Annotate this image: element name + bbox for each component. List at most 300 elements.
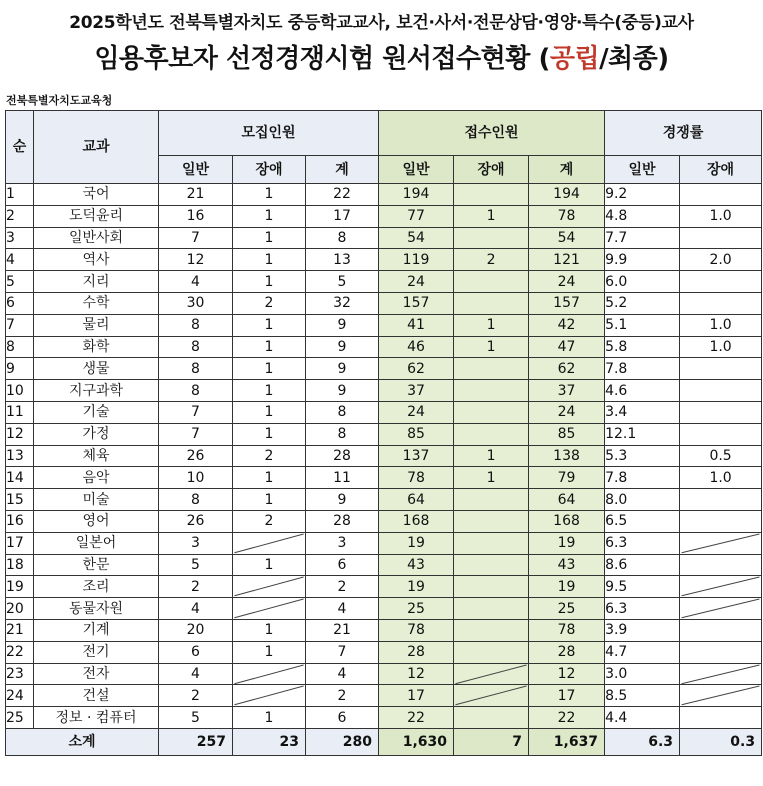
row-recruit-disabled-na-slash	[233, 663, 306, 685]
row-received-general: 19	[379, 576, 454, 598]
row-received-total: 28	[529, 641, 605, 663]
row-ratio-disabled	[680, 707, 762, 729]
row-subject: 정보 · 컴퓨터	[34, 707, 159, 729]
title-line-2	[0, 38, 763, 75]
row-recruit-total: 2	[306, 685, 379, 707]
row-no: 6	[6, 292, 34, 314]
row-subject: 건설	[34, 685, 159, 707]
row-recruit-general: 7	[159, 401, 233, 423]
row-recruit-disabled: 1	[233, 336, 306, 358]
row-recruit-total: 13	[306, 249, 379, 271]
row-recruit-total: 4	[306, 598, 379, 620]
row-received-total: 25	[529, 598, 605, 620]
summary-ratio-general: 6.3	[605, 728, 680, 755]
row-received-disabled	[454, 707, 529, 729]
row-received-disabled	[454, 292, 529, 314]
row-recruit-total: 28	[306, 445, 379, 467]
row-ratio-disabled	[680, 380, 762, 402]
row-ratio-disabled-na-slash	[680, 532, 762, 554]
row-subject: 수학	[34, 292, 159, 314]
row-ratio-disabled-na-slash	[680, 663, 762, 685]
table-row	[6, 358, 762, 380]
row-received-general: 78	[379, 467, 454, 489]
row-received-general: 194	[379, 184, 454, 206]
row-ratio-general: 4.7	[605, 641, 680, 663]
table-row	[6, 249, 762, 271]
row-received-total: 168	[529, 510, 605, 532]
row-ratio-disabled-na-slash	[680, 685, 762, 707]
row-received-total: 54	[529, 227, 605, 249]
row-received-general: 24	[379, 271, 454, 293]
row-received-disabled	[454, 401, 529, 423]
table-row	[6, 292, 762, 314]
title-line-1: 2025학년도 전북특별자치도 중등학교교사, 보건·사서·전문상담·영양·특수(중등)교사	[69, 13, 694, 33]
row-received-total: 43	[529, 554, 605, 576]
row-received-general: 22	[379, 707, 454, 729]
row-ratio-disabled	[680, 619, 762, 641]
table-row	[6, 380, 762, 402]
row-no: 1	[6, 184, 34, 206]
header-ratio: 경쟁률	[605, 111, 762, 156]
row-received-total: 62	[529, 358, 605, 380]
row-recruit-general: 2	[159, 685, 233, 707]
row-received-disabled	[454, 510, 529, 532]
row-recruit-total: 9	[306, 336, 379, 358]
summary-received-general: 1,630	[379, 728, 454, 755]
table-row	[6, 184, 762, 206]
row-recruit-general: 6	[159, 641, 233, 663]
row-recruit-disabled: 1	[233, 380, 306, 402]
row-received-general: 168	[379, 510, 454, 532]
title-line-2-end: /최종)	[599, 44, 669, 74]
table-row	[6, 619, 762, 641]
row-ratio-disabled: 0.5	[680, 445, 762, 467]
row-received-disabled	[454, 598, 529, 620]
row-received-total: 78	[529, 619, 605, 641]
row-received-total: 24	[529, 401, 605, 423]
row-received-total: 194	[529, 184, 605, 206]
row-subject: 화학	[34, 336, 159, 358]
application-status-table	[5, 110, 762, 756]
row-subject: 체육	[34, 445, 159, 467]
table-row	[6, 598, 762, 620]
row-received-general: 78	[379, 619, 454, 641]
row-ratio-disabled	[680, 227, 762, 249]
row-no: 21	[6, 619, 34, 641]
row-no: 11	[6, 401, 34, 423]
row-recruit-disabled: 1	[233, 249, 306, 271]
row-recruit-general: 3	[159, 532, 233, 554]
row-received-total: 42	[529, 314, 605, 336]
row-subject: 생물	[34, 358, 159, 380]
row-received-total: 19	[529, 576, 605, 598]
row-received-total: 79	[529, 467, 605, 489]
table-row	[6, 271, 762, 293]
table-row	[6, 205, 762, 227]
row-recruit-disabled: 2	[233, 510, 306, 532]
row-no: 7	[6, 314, 34, 336]
header-recruit-disabled: 장애	[233, 156, 306, 184]
row-ratio-general: 7.8	[605, 467, 680, 489]
row-recruit-disabled: 1	[233, 271, 306, 293]
row-recruit-general: 20	[159, 619, 233, 641]
row-recruit-total: 5	[306, 271, 379, 293]
row-ratio-general: 6.5	[605, 510, 680, 532]
row-ratio-disabled	[680, 292, 762, 314]
table-row	[6, 401, 762, 423]
row-received-total: 138	[529, 445, 605, 467]
row-no: 2	[6, 205, 34, 227]
row-recruit-total: 8	[306, 401, 379, 423]
row-received-disabled	[454, 489, 529, 511]
row-recruit-general: 26	[159, 510, 233, 532]
row-received-general: 12	[379, 663, 454, 685]
header-received-disabled: 장애	[454, 156, 529, 184]
row-subject: 기술	[34, 401, 159, 423]
row-received-general: 46	[379, 336, 454, 358]
row-ratio-disabled: 2.0	[680, 249, 762, 271]
row-recruit-disabled: 1	[233, 205, 306, 227]
row-received-total: 64	[529, 489, 605, 511]
table-row	[6, 227, 762, 249]
row-ratio-general: 4.6	[605, 380, 680, 402]
row-ratio-disabled	[680, 510, 762, 532]
row-recruit-total: 9	[306, 489, 379, 511]
row-recruit-disabled: 1	[233, 227, 306, 249]
row-received-general: 64	[379, 489, 454, 511]
row-recruit-total: 8	[306, 227, 379, 249]
row-recruit-disabled: 1	[233, 489, 306, 511]
row-recruit-general: 8	[159, 358, 233, 380]
row-ratio-disabled	[680, 184, 762, 206]
row-recruit-general: 8	[159, 380, 233, 402]
row-ratio-disabled-na-slash	[680, 576, 762, 598]
row-subject: 기계	[34, 619, 159, 641]
row-recruit-general: 30	[159, 292, 233, 314]
row-ratio-general: 9.5	[605, 576, 680, 598]
row-received-disabled: 1	[454, 445, 529, 467]
row-no: 12	[6, 423, 34, 445]
row-no: 17	[6, 532, 34, 554]
row-subject: 한문	[34, 554, 159, 576]
row-recruit-general: 10	[159, 467, 233, 489]
row-recruit-general: 26	[159, 445, 233, 467]
row-no: 8	[6, 336, 34, 358]
row-recruit-total: 8	[306, 423, 379, 445]
row-ratio-general: 7.7	[605, 227, 680, 249]
row-subject: 지구과학	[34, 380, 159, 402]
row-received-general: 54	[379, 227, 454, 249]
row-recruit-total: 9	[306, 380, 379, 402]
row-recruit-total: 17	[306, 205, 379, 227]
table-row	[6, 423, 762, 445]
row-ratio-disabled	[680, 423, 762, 445]
row-recruit-total: 9	[306, 358, 379, 380]
row-received-disabled	[454, 423, 529, 445]
row-no: 18	[6, 554, 34, 576]
row-subject: 도덕윤리	[34, 205, 159, 227]
row-recruit-disabled-na-slash	[233, 532, 306, 554]
row-no: 3	[6, 227, 34, 249]
row-no: 23	[6, 663, 34, 685]
row-recruit-general: 7	[159, 423, 233, 445]
row-received-total: 47	[529, 336, 605, 358]
row-received-disabled	[454, 380, 529, 402]
row-received-total: 17	[529, 685, 605, 707]
row-no: 13	[6, 445, 34, 467]
row-subject: 동물자원	[34, 598, 159, 620]
row-recruit-disabled: 1	[233, 423, 306, 445]
row-no: 10	[6, 380, 34, 402]
row-recruit-disabled: 2	[233, 292, 306, 314]
row-ratio-general: 8.0	[605, 489, 680, 511]
row-ratio-general: 5.2	[605, 292, 680, 314]
row-received-general: 137	[379, 445, 454, 467]
row-recruit-total: 4	[306, 663, 379, 685]
table-row	[6, 467, 762, 489]
row-received-total: 19	[529, 532, 605, 554]
row-subject: 물리	[34, 314, 159, 336]
row-recruit-total: 6	[306, 707, 379, 729]
table-row	[6, 532, 762, 554]
row-recruit-disabled: 1	[233, 184, 306, 206]
row-ratio-disabled-na-slash	[680, 598, 762, 620]
row-recruit-general: 8	[159, 314, 233, 336]
row-no: 19	[6, 576, 34, 598]
row-recruit-general: 16	[159, 205, 233, 227]
summary-label: 소계	[6, 728, 159, 755]
summary-ratio-disabled: 0.3	[680, 728, 762, 755]
row-received-disabled	[454, 184, 529, 206]
row-ratio-disabled: 1.0	[680, 205, 762, 227]
row-recruit-general: 4	[159, 271, 233, 293]
row-received-total: 37	[529, 380, 605, 402]
row-received-total: 157	[529, 292, 605, 314]
row-ratio-general: 6.3	[605, 532, 680, 554]
header-no: 순	[6, 111, 34, 184]
row-no: 14	[6, 467, 34, 489]
row-ratio-disabled	[680, 554, 762, 576]
row-subject: 미술	[34, 489, 159, 511]
row-ratio-general: 3.0	[605, 663, 680, 685]
header-recruit: 모집인원	[159, 111, 379, 156]
row-recruit-disabled-na-slash	[233, 576, 306, 598]
row-received-disabled	[454, 532, 529, 554]
header-received: 접수인원	[379, 111, 605, 156]
row-no: 9	[6, 358, 34, 380]
row-ratio-disabled	[680, 401, 762, 423]
row-recruit-disabled: 1	[233, 554, 306, 576]
row-received-disabled	[454, 554, 529, 576]
summary-recruit-disabled: 23	[233, 728, 306, 755]
row-received-general: 43	[379, 554, 454, 576]
row-no: 24	[6, 685, 34, 707]
row-ratio-general: 7.8	[605, 358, 680, 380]
row-ratio-general: 12.1	[605, 423, 680, 445]
table-row	[6, 576, 762, 598]
row-recruit-disabled: 2	[233, 445, 306, 467]
row-recruit-disabled: 1	[233, 401, 306, 423]
row-ratio-disabled: 1.0	[680, 314, 762, 336]
row-no: 4	[6, 249, 34, 271]
row-received-disabled: 2	[454, 249, 529, 271]
row-ratio-general: 8.6	[605, 554, 680, 576]
row-received-general: 17	[379, 685, 454, 707]
table-row	[6, 554, 762, 576]
row-no: 20	[6, 598, 34, 620]
row-ratio-general: 9.2	[605, 184, 680, 206]
row-received-disabled: 1	[454, 467, 529, 489]
row-subject: 음악	[34, 467, 159, 489]
row-subject: 영어	[34, 510, 159, 532]
row-recruit-total: 22	[306, 184, 379, 206]
row-recruit-general: 4	[159, 663, 233, 685]
table-row	[6, 510, 762, 532]
row-received-general: 41	[379, 314, 454, 336]
row-ratio-disabled	[680, 489, 762, 511]
row-subject: 일반사회	[34, 227, 159, 249]
row-subject: 역사	[34, 249, 159, 271]
row-received-general: 37	[379, 380, 454, 402]
row-ratio-general: 4.4	[605, 707, 680, 729]
row-ratio-disabled	[680, 271, 762, 293]
row-received-total: 24	[529, 271, 605, 293]
table-row	[6, 336, 762, 358]
organization-label: 전북특별자치도교육청	[6, 94, 113, 107]
row-received-disabled	[454, 227, 529, 249]
row-subject: 조리	[34, 576, 159, 598]
row-received-total: 12	[529, 663, 605, 685]
header-received-total: 계	[529, 156, 605, 184]
row-ratio-general: 5.3	[605, 445, 680, 467]
row-subject: 국어	[34, 184, 159, 206]
title-public-highlight: 공립	[549, 44, 600, 74]
row-recruit-total: 7	[306, 641, 379, 663]
row-recruit-general: 21	[159, 184, 233, 206]
row-received-disabled	[454, 576, 529, 598]
row-ratio-disabled: 1.0	[680, 336, 762, 358]
row-received-general: 85	[379, 423, 454, 445]
row-received-general: 119	[379, 249, 454, 271]
row-received-disabled	[454, 641, 529, 663]
row-no: 16	[6, 510, 34, 532]
row-recruit-general: 5	[159, 707, 233, 729]
header-ratio-disabled: 장애	[680, 156, 762, 184]
row-received-total: 121	[529, 249, 605, 271]
summary-recruit-general: 257	[159, 728, 233, 755]
row-received-disabled	[454, 271, 529, 293]
table-row	[6, 685, 762, 707]
row-received-disabled: 1	[454, 205, 529, 227]
table-body	[6, 184, 762, 729]
row-received-general: 19	[379, 532, 454, 554]
row-ratio-disabled: 1.0	[680, 467, 762, 489]
row-received-general: 62	[379, 358, 454, 380]
table-row	[6, 663, 762, 685]
row-subject: 일본어	[34, 532, 159, 554]
row-recruit-general: 8	[159, 336, 233, 358]
table-row	[6, 641, 762, 663]
row-recruit-general: 4	[159, 598, 233, 620]
summary-received-disabled: 7	[454, 728, 529, 755]
row-recruit-disabled: 1	[233, 707, 306, 729]
row-recruit-total: 6	[306, 554, 379, 576]
row-ratio-general: 5.1	[605, 314, 680, 336]
header-recruit-general: 일반	[159, 156, 233, 184]
row-ratio-disabled	[680, 358, 762, 380]
row-recruit-disabled-na-slash	[233, 685, 306, 707]
row-recruit-total: 28	[306, 510, 379, 532]
summary-received-total: 1,637	[529, 728, 605, 755]
title-line-2-main: 임용후보자 선정경쟁시험 원서접수현황 (	[94, 44, 550, 74]
header-recruit-total: 계	[306, 156, 379, 184]
row-received-total: 85	[529, 423, 605, 445]
summary-recruit-total: 280	[306, 728, 379, 755]
row-subject: 전기	[34, 641, 159, 663]
row-received-disabled	[454, 358, 529, 380]
row-ratio-general: 4.8	[605, 205, 680, 227]
row-ratio-general: 6.3	[605, 598, 680, 620]
row-received-total: 22	[529, 707, 605, 729]
row-recruit-total: 32	[306, 292, 379, 314]
row-received-general: 25	[379, 598, 454, 620]
row-received-disabled	[454, 619, 529, 641]
row-recruit-general: 8	[159, 489, 233, 511]
row-no: 5	[6, 271, 34, 293]
row-no: 15	[6, 489, 34, 511]
row-recruit-total: 21	[306, 619, 379, 641]
row-recruit-disabled: 1	[233, 358, 306, 380]
row-recruit-general: 7	[159, 227, 233, 249]
table-row	[6, 489, 762, 511]
row-received-disabled: 1	[454, 314, 529, 336]
row-ratio-disabled	[680, 641, 762, 663]
row-received-disabled-na-slash	[454, 685, 529, 707]
row-recruit-disabled-na-slash	[233, 598, 306, 620]
table-row	[6, 314, 762, 336]
row-received-total: 78	[529, 205, 605, 227]
table-row	[6, 707, 762, 729]
row-no: 22	[6, 641, 34, 663]
row-received-general: 28	[379, 641, 454, 663]
row-recruit-general: 5	[159, 554, 233, 576]
row-received-disabled-na-slash	[454, 663, 529, 685]
row-recruit-total: 2	[306, 576, 379, 598]
row-recruit-total: 3	[306, 532, 379, 554]
row-recruit-general: 2	[159, 576, 233, 598]
row-recruit-general: 12	[159, 249, 233, 271]
row-ratio-general: 6.0	[605, 271, 680, 293]
row-ratio-general: 3.4	[605, 401, 680, 423]
row-ratio-general: 8.5	[605, 685, 680, 707]
summary-row	[6, 728, 762, 755]
row-subject: 지리	[34, 271, 159, 293]
header-subject: 교과	[34, 111, 159, 184]
row-recruit-total: 11	[306, 467, 379, 489]
header-ratio-general: 일반	[605, 156, 680, 184]
row-ratio-general: 9.9	[605, 249, 680, 271]
row-recruit-disabled: 1	[233, 619, 306, 641]
row-subject: 전자	[34, 663, 159, 685]
row-received-disabled: 1	[454, 336, 529, 358]
row-recruit-total: 9	[306, 314, 379, 336]
header-received-general: 일반	[379, 156, 454, 184]
table-row	[6, 445, 762, 467]
row-recruit-disabled: 1	[233, 467, 306, 489]
row-received-general: 77	[379, 205, 454, 227]
row-recruit-disabled: 1	[233, 314, 306, 336]
row-ratio-general: 5.8	[605, 336, 680, 358]
